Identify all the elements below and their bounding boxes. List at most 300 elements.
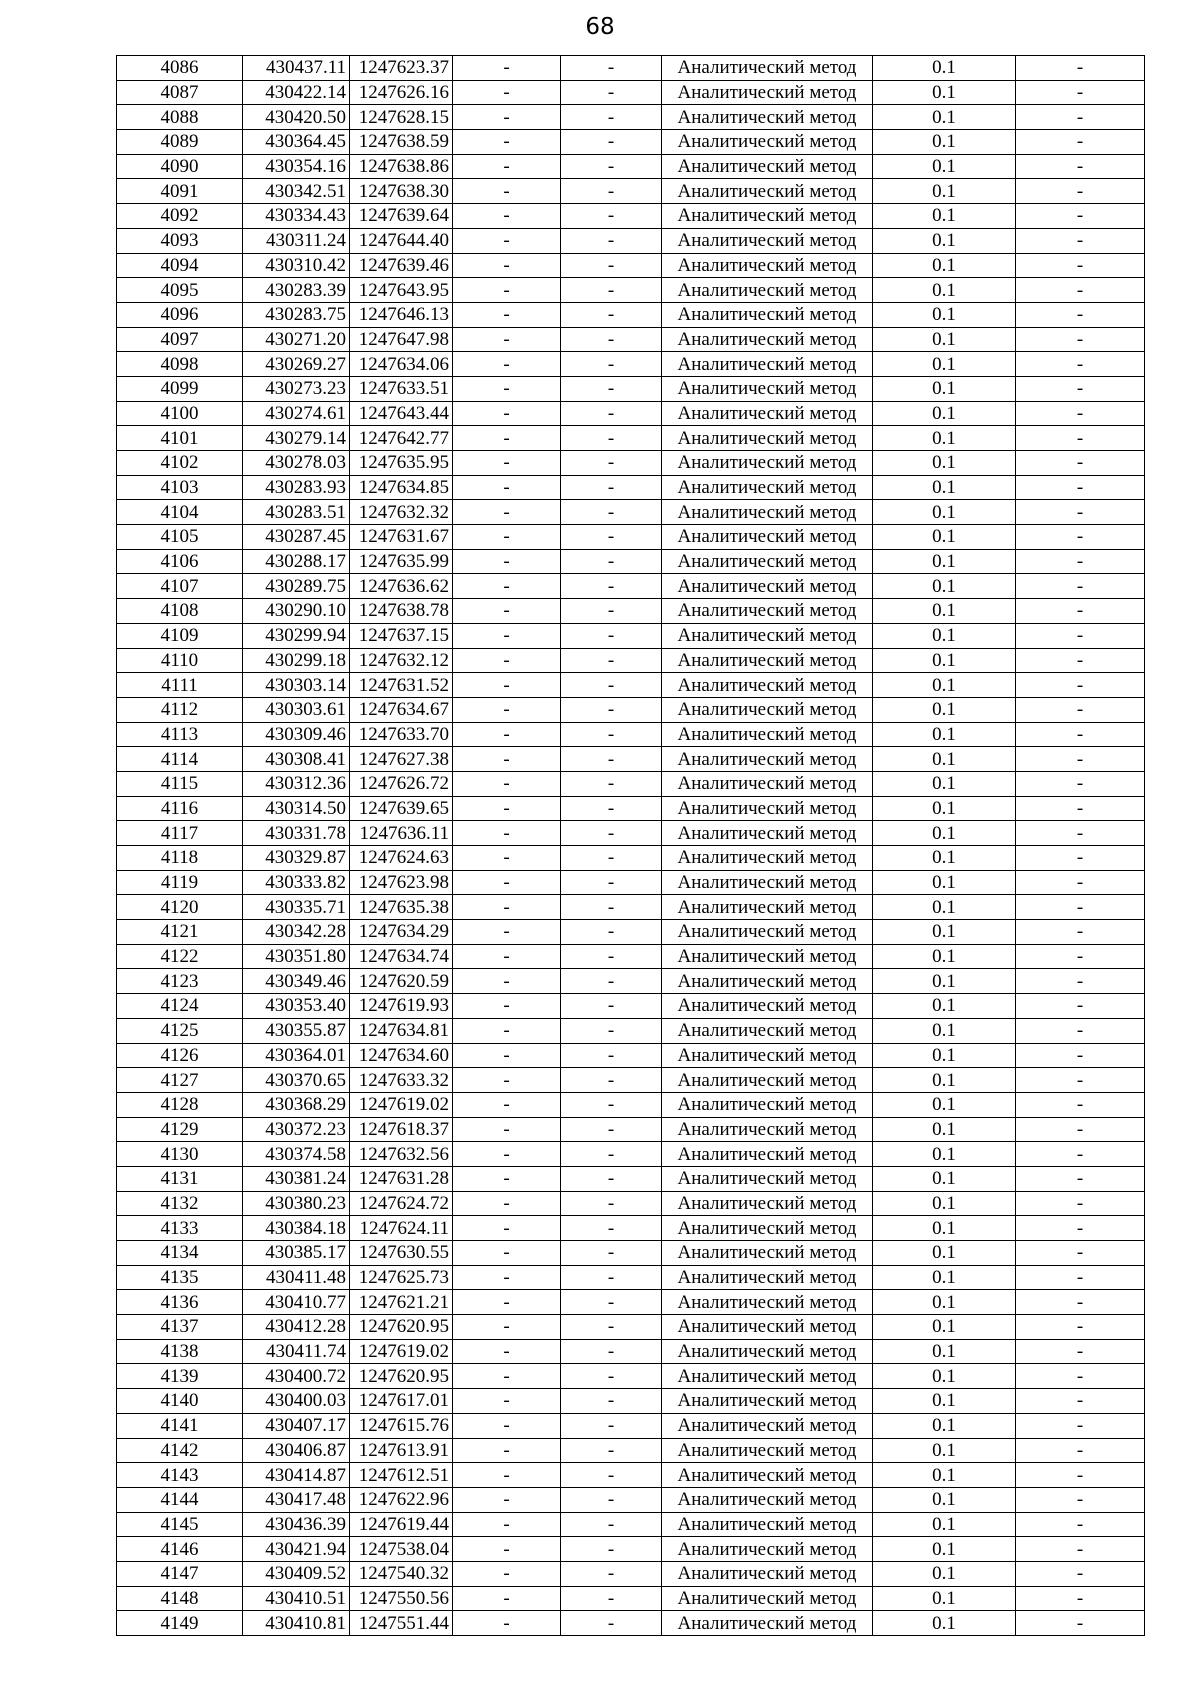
empty-cell-2: - (561, 771, 662, 796)
accuracy-cell: 0.1 (873, 846, 1016, 871)
accuracy-cell: 0.1 (873, 1315, 1016, 1340)
table-row (117, 525, 1145, 550)
point-number-cell: 4126 (117, 1043, 243, 1068)
method-cell: Аналитический метод (662, 352, 873, 377)
y-coordinate-cell: 1247624.72 (350, 1191, 453, 1216)
table-row (117, 771, 1145, 796)
table-row (117, 204, 1145, 229)
point-number-cell: 4116 (117, 796, 243, 821)
method-cell: Аналитический метод (662, 130, 873, 155)
x-coordinate-cell: 430364.01 (243, 1043, 350, 1068)
method-cell: Аналитический метод (662, 1512, 873, 1537)
x-coordinate-cell: 430417.48 (243, 1487, 350, 1512)
empty-cell-3: - (1016, 253, 1145, 278)
empty-cell-2: - (561, 204, 662, 229)
empty-cell-2: - (561, 475, 662, 500)
point-number-cell: 4149 (117, 1611, 243, 1636)
y-coordinate-cell: 1247634.74 (350, 944, 453, 969)
empty-cell-3: - (1016, 747, 1145, 772)
empty-cell-2: - (561, 451, 662, 476)
empty-cell-1: - (453, 1586, 561, 1611)
empty-cell-1: - (453, 673, 561, 698)
table-row (117, 451, 1145, 476)
x-coordinate-cell: 430364.45 (243, 130, 350, 155)
table-row (117, 1364, 1145, 1389)
y-coordinate-cell: 1247619.93 (350, 994, 453, 1019)
method-cell: Аналитический метод (662, 278, 873, 303)
method-cell: Аналитический метод (662, 154, 873, 179)
accuracy-cell: 0.1 (873, 1413, 1016, 1438)
empty-cell-2: - (561, 1339, 662, 1364)
empty-cell-1: - (453, 154, 561, 179)
empty-cell-1: - (453, 1389, 561, 1414)
table-row (117, 1586, 1145, 1611)
point-number-cell: 4099 (117, 376, 243, 401)
y-coordinate-cell: 1247636.62 (350, 574, 453, 599)
y-coordinate-cell: 1247540.32 (350, 1561, 453, 1586)
x-coordinate-cell: 430271.20 (243, 327, 350, 352)
method-cell: Аналитический метод (662, 1043, 873, 1068)
table-row (117, 1043, 1145, 1068)
y-coordinate-cell: 1247638.78 (350, 599, 453, 624)
empty-cell-1: - (453, 574, 561, 599)
x-coordinate-cell: 430385.17 (243, 1241, 350, 1266)
empty-cell-1: - (453, 1241, 561, 1266)
y-coordinate-cell: 1247624.63 (350, 846, 453, 871)
y-coordinate-cell: 1247642.77 (350, 426, 453, 451)
method-cell: Аналитический метод (662, 821, 873, 846)
empty-cell-1: - (453, 1166, 561, 1191)
x-coordinate-cell: 430374.58 (243, 1142, 350, 1167)
point-number-cell: 4103 (117, 475, 243, 500)
empty-cell-3: - (1016, 697, 1145, 722)
empty-cell-1: - (453, 1413, 561, 1438)
table-row (117, 994, 1145, 1019)
accuracy-cell: 0.1 (873, 1018, 1016, 1043)
accuracy-cell: 0.1 (873, 475, 1016, 500)
empty-cell-1: - (453, 426, 561, 451)
accuracy-cell: 0.1 (873, 1290, 1016, 1315)
empty-cell-1: - (453, 1117, 561, 1142)
empty-cell-2: - (561, 1611, 662, 1636)
y-coordinate-cell: 1247632.32 (350, 500, 453, 525)
point-number-cell: 4089 (117, 130, 243, 155)
table-row (117, 130, 1145, 155)
method-cell: Аналитический метод (662, 796, 873, 821)
empty-cell-1: - (453, 944, 561, 969)
point-number-cell: 4122 (117, 944, 243, 969)
y-coordinate-cell: 1247634.85 (350, 475, 453, 500)
y-coordinate-cell: 1247550.56 (350, 1586, 453, 1611)
y-coordinate-cell: 1247631.28 (350, 1166, 453, 1191)
method-cell: Аналитический метод (662, 1339, 873, 1364)
method-cell: Аналитический метод (662, 1018, 873, 1043)
empty-cell-2: - (561, 105, 662, 130)
accuracy-cell: 0.1 (873, 500, 1016, 525)
x-coordinate-cell: 430410.77 (243, 1290, 350, 1315)
empty-cell-2: - (561, 352, 662, 377)
accuracy-cell: 0.1 (873, 1537, 1016, 1562)
x-coordinate-cell: 430410.81 (243, 1611, 350, 1636)
method-cell: Аналитический метод (662, 179, 873, 204)
empty-cell-2: - (561, 1561, 662, 1586)
accuracy-cell: 0.1 (873, 1068, 1016, 1093)
x-coordinate-cell: 430303.61 (243, 697, 350, 722)
y-coordinate-cell: 1247637.15 (350, 623, 453, 648)
x-coordinate-cell: 430269.27 (243, 352, 350, 377)
x-coordinate-cell: 430370.65 (243, 1068, 350, 1093)
x-coordinate-cell: 430414.87 (243, 1463, 350, 1488)
empty-cell-2: - (561, 302, 662, 327)
empty-cell-3: - (1016, 475, 1145, 500)
table-row (117, 1018, 1145, 1043)
empty-cell-3: - (1016, 1389, 1145, 1414)
point-number-cell: 4148 (117, 1586, 243, 1611)
empty-cell-1: - (453, 920, 561, 945)
table-row (117, 56, 1145, 81)
accuracy-cell: 0.1 (873, 1265, 1016, 1290)
accuracy-cell: 0.1 (873, 451, 1016, 476)
table-row (117, 1389, 1145, 1414)
method-cell: Аналитический метод (662, 80, 873, 105)
x-coordinate-cell: 430279.14 (243, 426, 350, 451)
coordinates-table (116, 55, 1145, 1636)
empty-cell-1: - (453, 179, 561, 204)
method-cell: Аналитический метод (662, 846, 873, 871)
point-number-cell: 4140 (117, 1389, 243, 1414)
y-coordinate-cell: 1247647.98 (350, 327, 453, 352)
empty-cell-3: - (1016, 1438, 1145, 1463)
empty-cell-3: - (1016, 623, 1145, 648)
point-number-cell: 4114 (117, 747, 243, 772)
point-number-cell: 4093 (117, 228, 243, 253)
empty-cell-3: - (1016, 969, 1145, 994)
table-row (117, 1191, 1145, 1216)
table-row (117, 920, 1145, 945)
empty-cell-1: - (453, 451, 561, 476)
method-cell: Аналитический метод (662, 1290, 873, 1315)
empty-cell-1: - (453, 1438, 561, 1463)
accuracy-cell: 0.1 (873, 1142, 1016, 1167)
accuracy-cell: 0.1 (873, 1117, 1016, 1142)
empty-cell-2: - (561, 1265, 662, 1290)
y-coordinate-cell: 1247636.11 (350, 821, 453, 846)
empty-cell-3: - (1016, 105, 1145, 130)
empty-cell-1: - (453, 1018, 561, 1043)
point-number-cell: 4144 (117, 1487, 243, 1512)
y-coordinate-cell: 1247639.65 (350, 796, 453, 821)
y-coordinate-cell: 1247638.59 (350, 130, 453, 155)
table-row (117, 1438, 1145, 1463)
accuracy-cell: 0.1 (873, 1216, 1016, 1241)
table-row (117, 846, 1145, 871)
table-row (117, 623, 1145, 648)
empty-cell-2: - (561, 228, 662, 253)
x-coordinate-cell: 430409.52 (243, 1561, 350, 1586)
empty-cell-2: - (561, 1142, 662, 1167)
table-row (117, 1413, 1145, 1438)
empty-cell-2: - (561, 1389, 662, 1414)
y-coordinate-cell: 1247633.32 (350, 1068, 453, 1093)
accuracy-cell: 0.1 (873, 253, 1016, 278)
x-coordinate-cell: 430406.87 (243, 1438, 350, 1463)
table-row (117, 1241, 1145, 1266)
x-coordinate-cell: 430287.45 (243, 525, 350, 550)
accuracy-cell: 0.1 (873, 1561, 1016, 1586)
empty-cell-3: - (1016, 870, 1145, 895)
accuracy-cell: 0.1 (873, 1364, 1016, 1389)
accuracy-cell: 0.1 (873, 1438, 1016, 1463)
empty-cell-3: - (1016, 944, 1145, 969)
x-coordinate-cell: 430278.03 (243, 451, 350, 476)
empty-cell-3: - (1016, 846, 1145, 871)
empty-cell-3: - (1016, 302, 1145, 327)
point-number-cell: 4123 (117, 969, 243, 994)
point-number-cell: 4105 (117, 525, 243, 550)
empty-cell-3: - (1016, 1142, 1145, 1167)
y-coordinate-cell: 1247634.29 (350, 920, 453, 945)
method-cell: Аналитический метод (662, 895, 873, 920)
empty-cell-3: - (1016, 821, 1145, 846)
empty-cell-2: - (561, 500, 662, 525)
method-cell: Аналитический метод (662, 500, 873, 525)
empty-cell-1: - (453, 1142, 561, 1167)
empty-cell-3: - (1016, 673, 1145, 698)
method-cell: Аналитический метод (662, 1265, 873, 1290)
method-cell: Аналитический метод (662, 327, 873, 352)
y-coordinate-cell: 1247623.37 (350, 56, 453, 81)
empty-cell-1: - (453, 1315, 561, 1340)
empty-cell-2: - (561, 1463, 662, 1488)
empty-cell-3: - (1016, 154, 1145, 179)
table-row (117, 1142, 1145, 1167)
point-number-cell: 4087 (117, 80, 243, 105)
empty-cell-1: - (453, 623, 561, 648)
x-coordinate-cell: 430312.36 (243, 771, 350, 796)
x-coordinate-cell: 430349.46 (243, 969, 350, 994)
empty-cell-2: - (561, 327, 662, 352)
table-row (117, 1339, 1145, 1364)
empty-cell-3: - (1016, 722, 1145, 747)
accuracy-cell: 0.1 (873, 154, 1016, 179)
point-number-cell: 4097 (117, 327, 243, 352)
y-coordinate-cell: 1247633.70 (350, 722, 453, 747)
empty-cell-1: - (453, 697, 561, 722)
point-number-cell: 4088 (117, 105, 243, 130)
empty-cell-2: - (561, 722, 662, 747)
empty-cell-2: - (561, 697, 662, 722)
y-coordinate-cell: 1247632.12 (350, 648, 453, 673)
empty-cell-2: - (561, 1216, 662, 1241)
x-coordinate-cell: 430368.29 (243, 1092, 350, 1117)
table-row (117, 1315, 1145, 1340)
empty-cell-3: - (1016, 1512, 1145, 1537)
x-coordinate-cell: 430400.72 (243, 1364, 350, 1389)
table-row (117, 1561, 1145, 1586)
empty-cell-1: - (453, 475, 561, 500)
accuracy-cell: 0.1 (873, 105, 1016, 130)
method-cell: Аналитический метод (662, 1191, 873, 1216)
point-number-cell: 4145 (117, 1512, 243, 1537)
empty-cell-2: - (561, 426, 662, 451)
empty-cell-2: - (561, 994, 662, 1019)
y-coordinate-cell: 1247619.02 (350, 1092, 453, 1117)
table-row (117, 1068, 1145, 1093)
x-coordinate-cell: 430283.75 (243, 302, 350, 327)
point-number-cell: 4091 (117, 179, 243, 204)
y-coordinate-cell: 1247631.67 (350, 525, 453, 550)
empty-cell-3: - (1016, 1191, 1145, 1216)
empty-cell-1: - (453, 1512, 561, 1537)
accuracy-cell: 0.1 (873, 623, 1016, 648)
accuracy-cell: 0.1 (873, 969, 1016, 994)
empty-cell-1: - (453, 327, 561, 352)
point-number-cell: 4098 (117, 352, 243, 377)
x-coordinate-cell: 430421.94 (243, 1537, 350, 1562)
x-coordinate-cell: 430303.14 (243, 673, 350, 698)
empty-cell-3: - (1016, 1364, 1145, 1389)
accuracy-cell: 0.1 (873, 821, 1016, 846)
point-number-cell: 4120 (117, 895, 243, 920)
y-coordinate-cell: 1247643.95 (350, 278, 453, 303)
empty-cell-1: - (453, 796, 561, 821)
accuracy-cell: 0.1 (873, 1191, 1016, 1216)
y-coordinate-cell: 1247618.37 (350, 1117, 453, 1142)
empty-cell-2: - (561, 870, 662, 895)
empty-cell-2: - (561, 796, 662, 821)
empty-cell-1: - (453, 401, 561, 426)
x-coordinate-cell: 430329.87 (243, 846, 350, 871)
method-cell: Аналитический метод (662, 920, 873, 945)
y-coordinate-cell: 1247627.38 (350, 747, 453, 772)
method-cell: Аналитический метод (662, 599, 873, 624)
table-body (117, 56, 1145, 1636)
x-coordinate-cell: 430380.23 (243, 1191, 350, 1216)
x-coordinate-cell: 430335.71 (243, 895, 350, 920)
accuracy-cell: 0.1 (873, 1339, 1016, 1364)
point-number-cell: 4137 (117, 1315, 243, 1340)
empty-cell-3: - (1016, 1241, 1145, 1266)
accuracy-cell: 0.1 (873, 228, 1016, 253)
accuracy-cell: 0.1 (873, 1092, 1016, 1117)
method-cell: Аналитический метод (662, 1438, 873, 1463)
method-cell: Аналитический метод (662, 1537, 873, 1562)
empty-cell-3: - (1016, 574, 1145, 599)
point-number-cell: 4111 (117, 673, 243, 698)
empty-cell-1: - (453, 599, 561, 624)
table-row (117, 1117, 1145, 1142)
empty-cell-1: - (453, 1339, 561, 1364)
empty-cell-3: - (1016, 549, 1145, 574)
method-cell: Аналитический метод (662, 1561, 873, 1586)
empty-cell-2: - (561, 179, 662, 204)
method-cell: Аналитический метод (662, 870, 873, 895)
empty-cell-2: - (561, 1018, 662, 1043)
empty-cell-1: - (453, 1068, 561, 1093)
empty-cell-1: - (453, 1463, 561, 1488)
y-coordinate-cell: 1247628.15 (350, 105, 453, 130)
table-row (117, 1537, 1145, 1562)
y-coordinate-cell: 1247620.95 (350, 1315, 453, 1340)
empty-cell-1: - (453, 1290, 561, 1315)
empty-cell-2: - (561, 154, 662, 179)
empty-cell-3: - (1016, 376, 1145, 401)
empty-cell-2: - (561, 1586, 662, 1611)
table-row (117, 426, 1145, 451)
x-coordinate-cell: 430311.24 (243, 228, 350, 253)
y-coordinate-cell: 1247615.76 (350, 1413, 453, 1438)
point-number-cell: 4101 (117, 426, 243, 451)
point-number-cell: 4134 (117, 1241, 243, 1266)
x-coordinate-cell: 430283.39 (243, 278, 350, 303)
empty-cell-3: - (1016, 1043, 1145, 1068)
empty-cell-1: - (453, 821, 561, 846)
accuracy-cell: 0.1 (873, 401, 1016, 426)
y-coordinate-cell: 1247643.44 (350, 401, 453, 426)
accuracy-cell: 0.1 (873, 1611, 1016, 1636)
empty-cell-3: - (1016, 648, 1145, 673)
empty-cell-3: - (1016, 796, 1145, 821)
y-coordinate-cell: 1247634.06 (350, 352, 453, 377)
method-cell: Аналитический метод (662, 525, 873, 550)
point-number-cell: 4094 (117, 253, 243, 278)
x-coordinate-cell: 430342.51 (243, 179, 350, 204)
accuracy-cell: 0.1 (873, 574, 1016, 599)
accuracy-cell: 0.1 (873, 796, 1016, 821)
y-coordinate-cell: 1247646.13 (350, 302, 453, 327)
empty-cell-2: - (561, 747, 662, 772)
method-cell: Аналитический метод (662, 771, 873, 796)
point-number-cell: 4106 (117, 549, 243, 574)
accuracy-cell: 0.1 (873, 376, 1016, 401)
table-row (117, 895, 1145, 920)
empty-cell-2: - (561, 1068, 662, 1093)
empty-cell-2: - (561, 1487, 662, 1512)
y-coordinate-cell: 1247620.95 (350, 1364, 453, 1389)
y-coordinate-cell: 1247626.16 (350, 80, 453, 105)
y-coordinate-cell: 1247622.96 (350, 1487, 453, 1512)
point-number-cell: 4118 (117, 846, 243, 871)
empty-cell-1: - (453, 994, 561, 1019)
table-row (117, 154, 1145, 179)
accuracy-cell: 0.1 (873, 1241, 1016, 1266)
empty-cell-2: - (561, 130, 662, 155)
x-coordinate-cell: 430310.42 (243, 253, 350, 278)
x-coordinate-cell: 430355.87 (243, 1018, 350, 1043)
y-coordinate-cell: 1247632.56 (350, 1142, 453, 1167)
table-row (117, 1463, 1145, 1488)
y-coordinate-cell: 1247634.67 (350, 697, 453, 722)
method-cell: Аналитический метод (662, 204, 873, 229)
empty-cell-1: - (453, 1216, 561, 1241)
table-row (117, 648, 1145, 673)
point-number-cell: 4110 (117, 648, 243, 673)
x-coordinate-cell: 430334.43 (243, 204, 350, 229)
empty-cell-1: - (453, 253, 561, 278)
empty-cell-3: - (1016, 1487, 1145, 1512)
empty-cell-2: - (561, 969, 662, 994)
method-cell: Аналитический метод (662, 228, 873, 253)
empty-cell-2: - (561, 525, 662, 550)
empty-cell-1: - (453, 1537, 561, 1562)
y-coordinate-cell: 1247621.21 (350, 1290, 453, 1315)
accuracy-cell: 0.1 (873, 722, 1016, 747)
y-coordinate-cell: 1247631.52 (350, 673, 453, 698)
empty-cell-1: - (453, 549, 561, 574)
method-cell: Аналитический метод (662, 1586, 873, 1611)
point-number-cell: 4131 (117, 1166, 243, 1191)
x-coordinate-cell: 430437.11 (243, 56, 350, 81)
